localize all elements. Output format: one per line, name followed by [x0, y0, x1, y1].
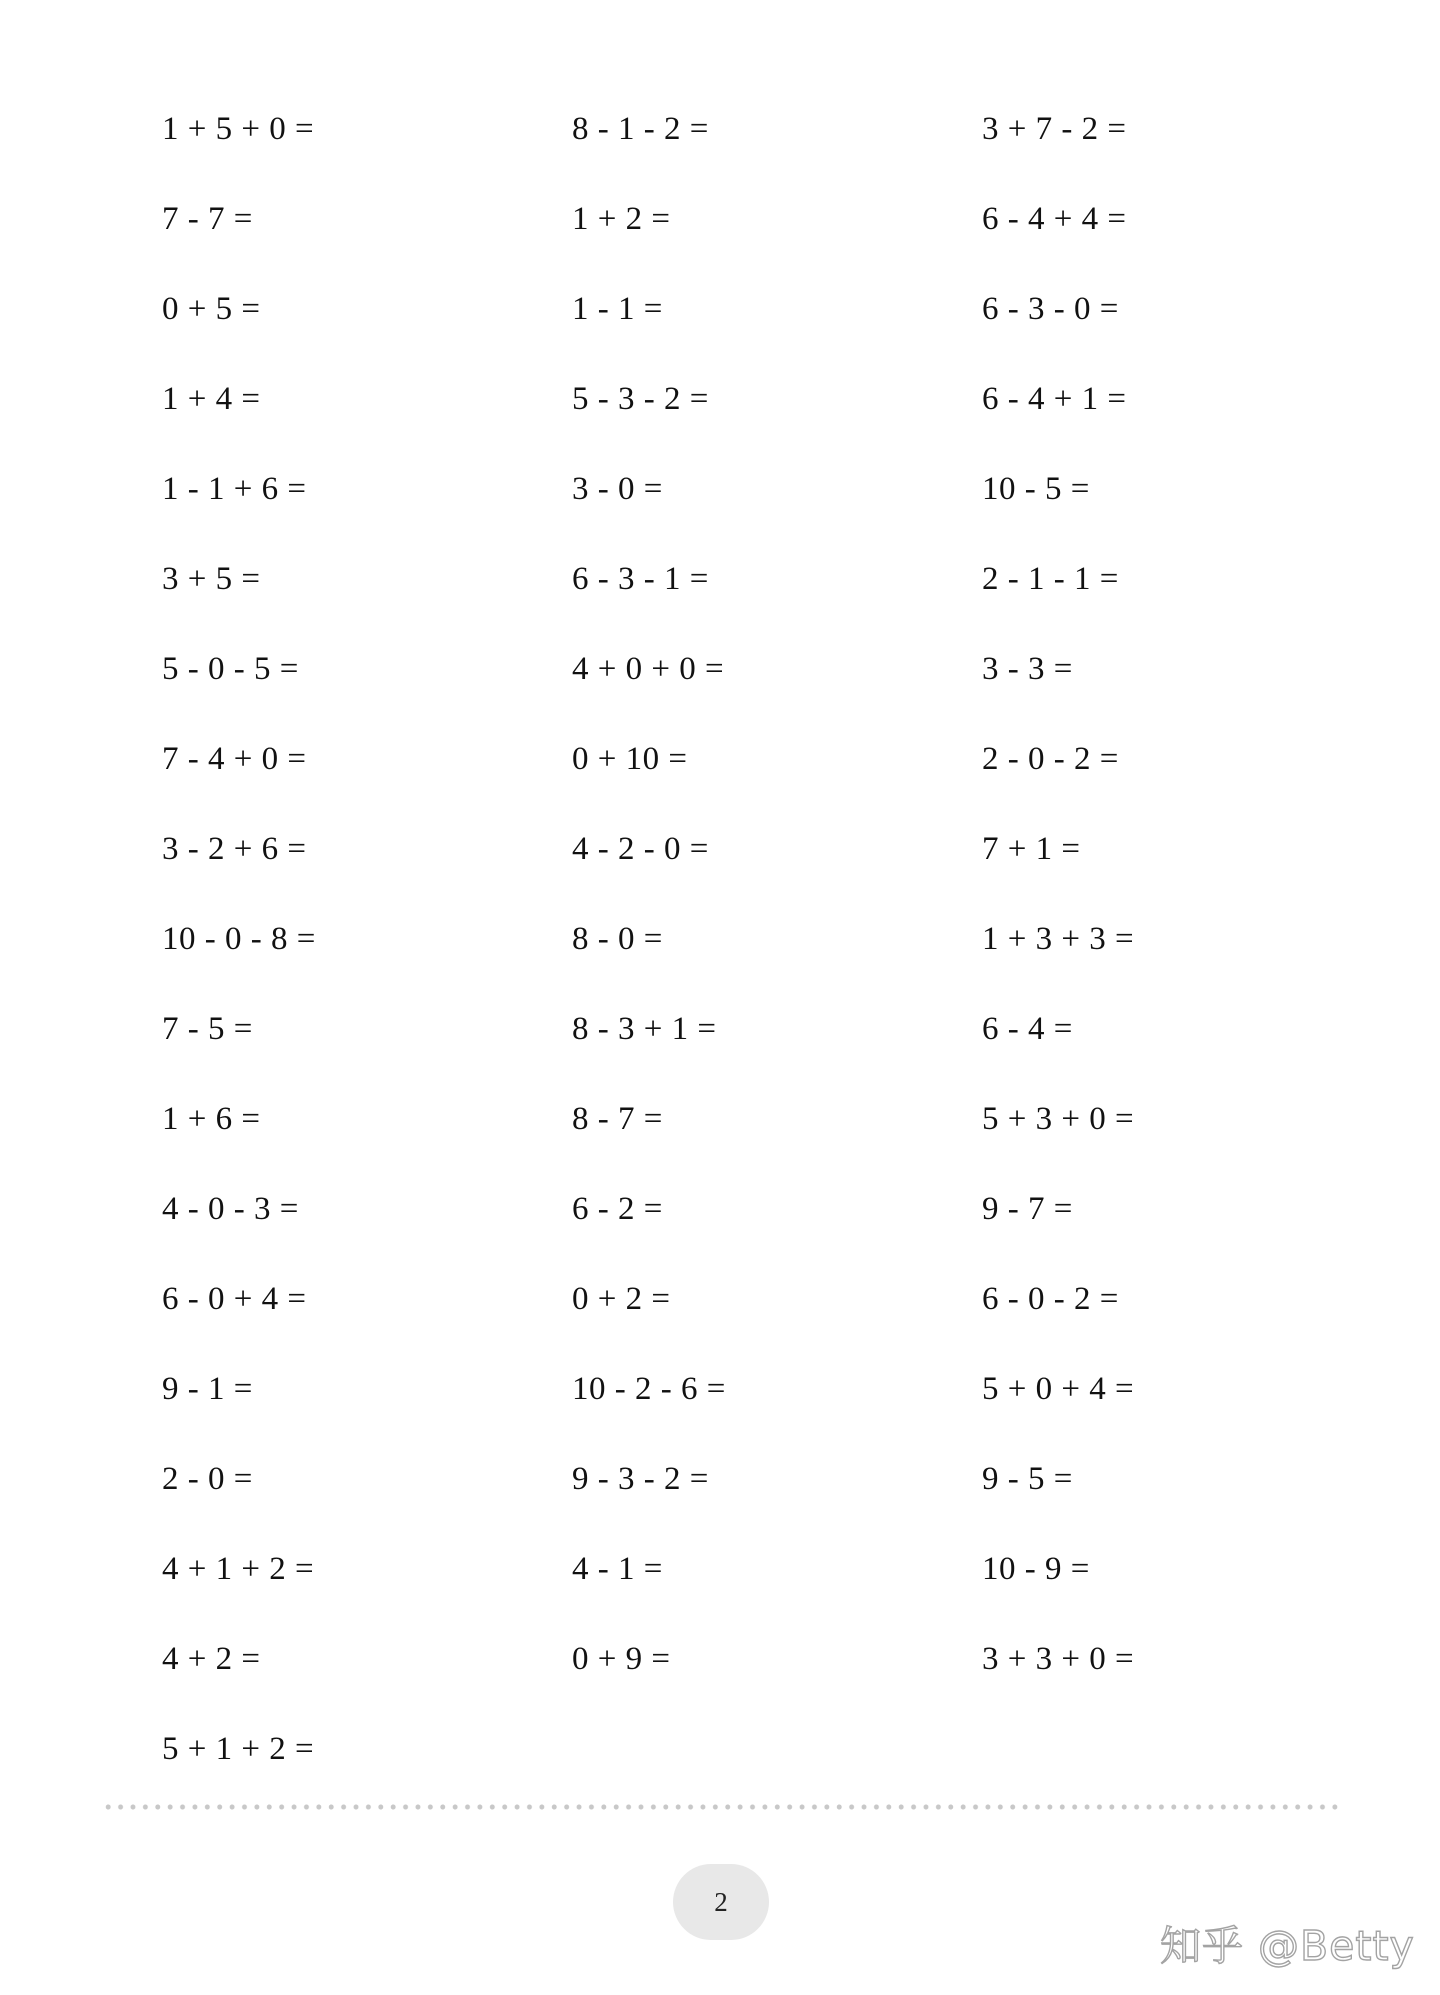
math-problem: 6 - 0 - 2 =	[982, 1281, 1119, 1317]
math-problem: 3 - 3 =	[982, 651, 1073, 687]
math-problem: 5 + 0 + 4 =	[982, 1371, 1135, 1407]
math-problem: 6 - 4 + 1 =	[982, 381, 1127, 417]
math-problem: 8 - 7 =	[572, 1101, 663, 1137]
page-number-badge	[673, 1864, 769, 1940]
math-problem: 5 + 1 + 2 =	[162, 1731, 315, 1767]
math-problem: 9 - 5 =	[982, 1461, 1073, 1497]
math-problem: 6 - 3 - 0 =	[982, 291, 1119, 327]
math-problem: 4 - 1 =	[572, 1551, 663, 1587]
math-problem: 1 + 3 + 3 =	[982, 921, 1135, 957]
math-problem: 5 - 3 - 2 =	[572, 381, 709, 417]
math-problem: 6 - 0 + 4 =	[162, 1281, 307, 1317]
math-problem: 4 + 0 + 0 =	[572, 651, 725, 687]
math-problem: 4 - 0 - 3 =	[162, 1191, 299, 1227]
math-problem: 3 + 5 =	[162, 561, 261, 597]
math-problem: 1 + 6 =	[162, 1101, 261, 1137]
math-problem: 6 - 4 =	[982, 1011, 1073, 1047]
math-problem: 7 - 4 + 0 =	[162, 741, 307, 777]
math-problem: 9 - 3 - 2 =	[572, 1461, 709, 1497]
math-problem: 10 - 9 =	[982, 1551, 1090, 1587]
math-problem: 0 + 2 =	[572, 1281, 671, 1317]
math-problem: 4 + 2 =	[162, 1641, 261, 1677]
math-problem: 3 + 3 + 0 =	[982, 1641, 1135, 1677]
math-problem: 6 - 2 =	[572, 1191, 663, 1227]
problem-grid	[162, 113, 1382, 1823]
math-problem: 7 - 7 =	[162, 201, 253, 237]
math-problem: 1 - 1 =	[572, 291, 663, 327]
math-problem: 8 - 3 + 1 =	[572, 1011, 717, 1047]
dotted-separator	[102, 1804, 1344, 1810]
math-problem: 8 - 0 =	[572, 921, 663, 957]
watermark: 知乎 @Betty	[1160, 1922, 1415, 1970]
math-problem: 4 + 1 + 2 =	[162, 1551, 315, 1587]
math-problem: 0 + 9 =	[572, 1641, 671, 1677]
math-problem: 8 - 1 - 2 =	[572, 111, 709, 147]
page-number: 2	[714, 1886, 728, 1917]
math-problem: 10 - 2 - 6 =	[572, 1371, 726, 1407]
math-problem: 3 + 7 - 2 =	[982, 111, 1127, 147]
math-problem: 4 - 2 - 0 =	[572, 831, 709, 867]
math-problem: 1 + 5 + 0 =	[162, 111, 315, 147]
math-problem: 7 + 1 =	[982, 831, 1081, 867]
math-problem: 2 - 0 =	[162, 1461, 253, 1497]
math-problem: 7 - 5 =	[162, 1011, 253, 1047]
math-problem: 1 + 4 =	[162, 381, 261, 417]
math-problem: 2 - 1 - 1 =	[982, 561, 1119, 597]
math-problem: 2 - 0 - 2 =	[982, 741, 1119, 777]
math-problem: 6 - 3 - 1 =	[572, 561, 709, 597]
math-problem: 1 + 2 =	[572, 201, 671, 237]
math-problem: 9 - 1 =	[162, 1371, 253, 1407]
math-problem: 10 - 0 - 8 =	[162, 921, 316, 957]
math-problem: 5 + 3 + 0 =	[982, 1101, 1135, 1137]
math-problem: 0 + 5 =	[162, 291, 261, 327]
math-problem: 1 - 1 + 6 =	[162, 471, 307, 507]
math-problem: 0 + 10 =	[572, 741, 688, 777]
math-problem: 9 - 7 =	[982, 1191, 1073, 1227]
math-problem: 3 - 0 =	[572, 471, 663, 507]
math-problem: 5 - 0 - 5 =	[162, 651, 299, 687]
math-problem: 3 - 2 + 6 =	[162, 831, 307, 867]
math-problem: 6 - 4 + 4 =	[982, 201, 1127, 237]
math-problem: 10 - 5 =	[982, 471, 1090, 507]
